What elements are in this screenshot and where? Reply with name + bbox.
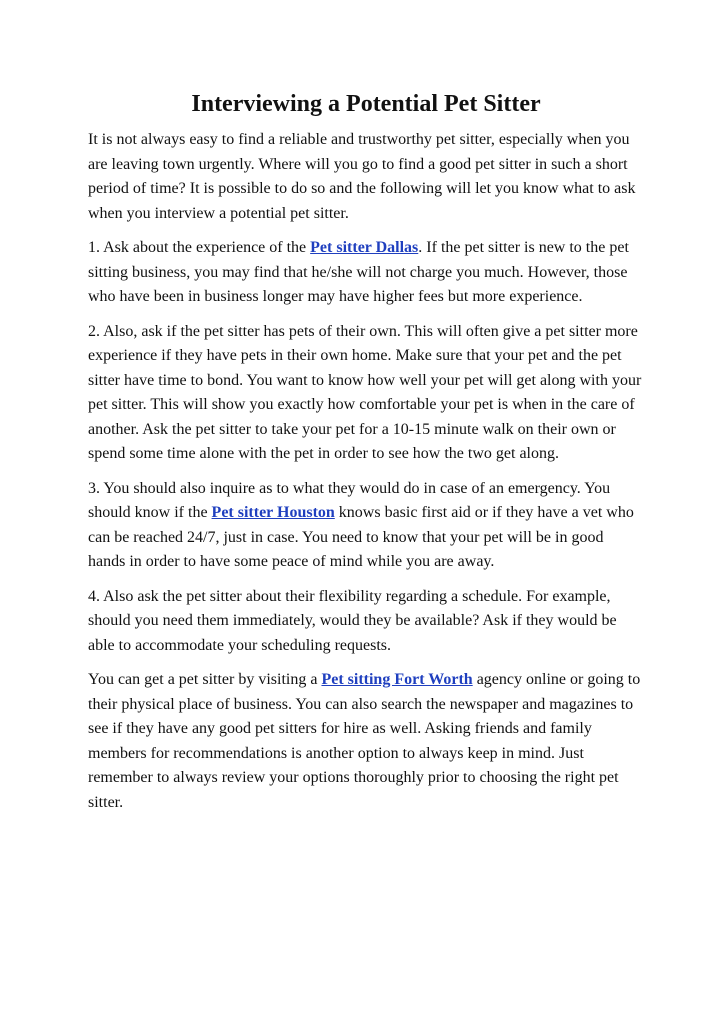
paragraph-1-text-after: . If the pet sitter is new to the pet sitting business, you may find that he/she will not charge you much. However, those who have been in business longer may have higher fees but more experience.: [88, 239, 629, 305]
paragraph-3: [88, 477, 644, 575]
paragraph-3-text-before: 3. You should also inquire as to what they would do in case of an emergency. You should know if the: [88, 479, 611, 521]
closing-text-after: agency online or going to their physical place of business. You can also search the newspaper and magazines to see if they have any good pet sitters for hire as well. Asking friends and family members for recommendations is another option to always keep in mind. Just remember to always review your options thoroughly prior to choosing the right pet sitter.: [88, 671, 641, 811]
pet-sitter-houston-link[interactable]: Pet sitter Houston: [211, 504, 335, 521]
closing-text-before: You can get a pet sitter by visiting a: [88, 671, 322, 688]
document-page: [88, 88, 644, 825]
paragraph-1: [88, 236, 644, 310]
paragraph-4: 4. Also ask the pet sitter about their flexibility regarding a schedule. For example, should you need them immediately, would they be available? Ask if they would be able to accommodate your scheduling requests.: [88, 587, 617, 654]
pet-sitting-fort-worth-link[interactable]: Pet sitting Fort Worth: [321, 671, 473, 688]
intro-paragraph: It is not always easy to find a reliable and trustworthy pet sitter, especially when you are leaving town urgently. Where will you go to find a good pet sitter in such a short period of time? It is possible to do so and the following will let you know what to ask when you interview a potential pet sitter.: [88, 131, 636, 222]
closing-paragraph: [88, 668, 644, 815]
paragraph-3-text-after: knows basic first aid or if they have a vet who can be reached 24/7, just in case. You need to know that your pet will be in good hands in order to have some peace of mind while you are away.: [88, 504, 634, 570]
page-title: Interviewing a Potential Pet Sitter: [191, 91, 541, 117]
pet-sitter-dallas-link[interactable]: Pet sitter Dallas: [310, 239, 419, 256]
paragraph-2: 2. Also, ask if the pet sitter has pets of their own. This will often give a pet sitter more experience if they have pets in their own home. Make sure that your pet and the pet sitter have time to bond. You want to know how well your pet will get along with your pet sitter. This will show you exactly how comfortable your pet is when in the care of another. Ask the pet sitter to take your pet for a 10-15 minute walk on their own or spend some time alone with the pet in order to see how the two get along.: [88, 322, 642, 462]
paragraph-1-text-before: 1. Ask about the experience of the: [88, 239, 311, 256]
